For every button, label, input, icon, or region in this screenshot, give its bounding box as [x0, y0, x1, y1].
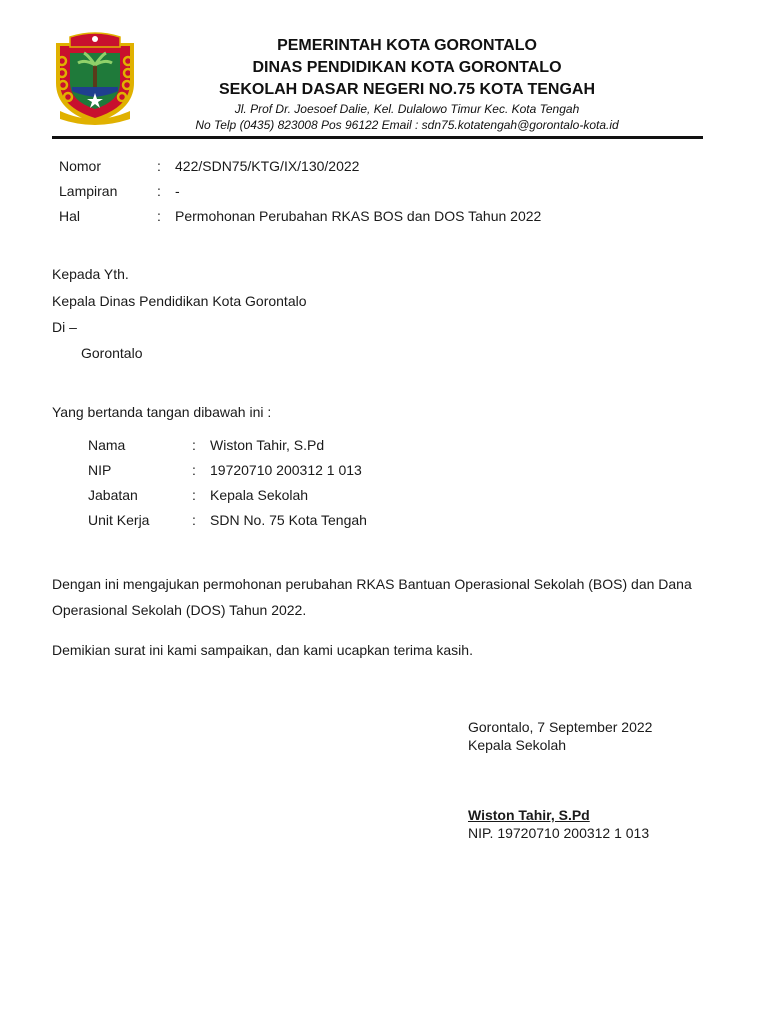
recipient-salutation: Kepada Yth. — [52, 266, 129, 282]
field-value-hal: Permohonan Perubahan RKAS BOS dan DOS Tahun 2022 — [175, 208, 542, 224]
signature-nip: NIP. 19720710 200312 1 013 — [468, 825, 650, 841]
signer-label-jabatan: Jabatan — [88, 487, 138, 503]
emblem-icon — [50, 31, 140, 127]
signature-place-date: Gorontalo, 7 September 2022 — [468, 719, 653, 735]
signer-label-nip: NIP — [88, 462, 112, 478]
body-paragraph-1-line-1: Dengan ini mengajukan permohonan perubahan RKAS Bantuan Operasional Sekolah (BOS) dan Dana — [52, 576, 692, 592]
school-contact: No Telp (0435) 823008 Pos 96122 Email : sdn75.kotatengah@gorontalo-kota.id — [195, 118, 619, 132]
signer-value-jabatan: Kepala Sekolah — [210, 487, 309, 503]
field-separator: : — [192, 512, 196, 528]
body-paragraph-2: Demikian surat ini kami sampaikan, dan kami ucapkan terima kasih. — [52, 642, 473, 658]
agency-name: DINAS PENDIDIKAN KOTA GORONTALO — [252, 59, 562, 76]
signer-value-nip: 19720710 200312 1 013 — [210, 462, 362, 478]
field-value-lampiran: - — [175, 183, 180, 199]
field-label-lampiran: Lampiran — [59, 183, 118, 199]
signer-label-nama: Nama — [88, 437, 126, 453]
signer-label-unit-kerja: Unit Kerja — [88, 512, 150, 528]
field-separator: : — [192, 437, 196, 453]
field-value-nomor: 422/SDN75/KTG/IX/130/2022 — [175, 158, 360, 174]
field-separator: : — [157, 158, 161, 174]
signer-value-unit-kerja: SDN No. 75 Kota Tengah — [210, 512, 367, 528]
letterhead — [130, 35, 684, 133]
body-paragraph-1-line-2: Operasional Sekolah (DOS) Tahun 2022. — [52, 602, 307, 618]
field-separator: : — [192, 487, 196, 503]
letterhead-divider — [52, 136, 703, 139]
recipient-city: Gorontalo — [81, 345, 143, 361]
intro-text: Yang bertanda tangan dibawah ini : — [52, 404, 272, 420]
recipient-title: Kepala Dinas Pendidikan Kota Gorontalo — [52, 293, 307, 309]
recipient-at: Di – — [52, 319, 77, 335]
signature-name: Wiston Tahir, S.Pd — [468, 807, 590, 823]
field-separator: : — [192, 462, 196, 478]
field-separator: : — [157, 208, 161, 224]
field-separator: : — [157, 183, 161, 199]
signature-position: Kepala Sekolah — [468, 737, 567, 753]
government-name: PEMERINTAH KOTA GORONTALO — [277, 37, 537, 54]
city-emblem-logo — [50, 31, 140, 127]
field-label-nomor: Nomor — [59, 158, 102, 174]
school-address: Jl. Prof Dr. Joesoef Dalie, Kel. Dulalowo Timur Kec. Kota Tengah — [234, 102, 580, 116]
school-name: SEKOLAH DASAR NEGERI NO.75 KOTA TENGAH — [218, 81, 596, 98]
field-label-hal: Hal — [59, 208, 81, 224]
signer-value-nama: Wiston Tahir, S.Pd — [210, 437, 325, 453]
